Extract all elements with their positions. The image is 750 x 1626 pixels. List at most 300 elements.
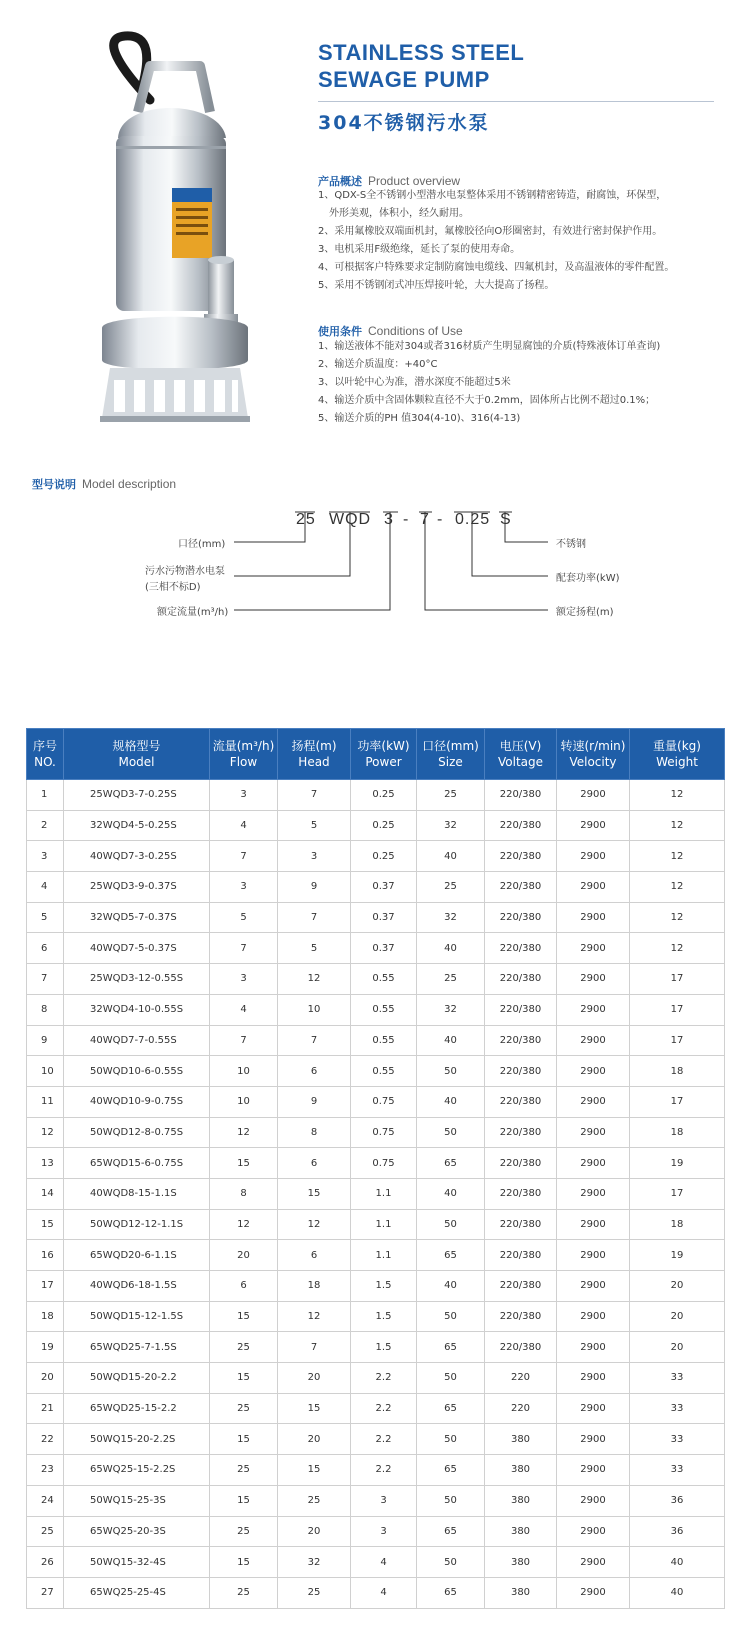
title-chinese: 304不锈钢污水泵	[318, 112, 490, 134]
col-no-cell: 23	[27, 1455, 64, 1486]
col-voltage-cell: 220/380	[485, 1332, 557, 1363]
col-flow-cell: 12	[210, 1117, 278, 1148]
col-velocity-cell: 2900	[557, 810, 630, 841]
col-size-cell: 32	[417, 994, 485, 1025]
col-flow-cell: 15	[210, 1485, 278, 1516]
col-head-cell: 20	[278, 1516, 351, 1547]
list-item: 4、输送介质中含固体颗粒直径不大于0.2mm，固体所占比例不超过0.1%；	[318, 395, 656, 406]
col-voltage-cell: 220/380	[485, 933, 557, 964]
col-velocity-cell: 2900	[557, 1393, 630, 1424]
col-model-cell: 40WQD7-5-0.37S	[64, 933, 210, 964]
col-voltage-cell: 220/380	[485, 1117, 557, 1148]
header-label-zh: 规格型号	[112, 739, 161, 753]
col-weight-cell: 36	[630, 1485, 725, 1516]
col-head-cell: 8	[278, 1117, 351, 1148]
header-label-zh: 序号	[32, 739, 57, 753]
col-power-cell: 1.1	[351, 1240, 417, 1271]
col-model-cell: 40WQD7-7-0.55S	[64, 1025, 210, 1056]
col-flow-cell: 10	[210, 1086, 278, 1117]
col-weight-cell: 19	[630, 1240, 725, 1271]
col-no-header	[27, 729, 64, 780]
col-no-cell: 17	[27, 1271, 64, 1302]
table-row	[27, 902, 725, 933]
label-stainless: 不锈钢	[556, 539, 586, 550]
col-weight-cell: 20	[630, 1301, 725, 1332]
table-row	[27, 1209, 725, 1240]
col-voltage-cell: 220/380	[485, 994, 557, 1025]
col-size-cell: 32	[417, 902, 485, 933]
col-no-cell: 11	[27, 1086, 64, 1117]
label-power: 配套功率(kW)	[556, 573, 620, 584]
col-power-cell: 0.55	[351, 1025, 417, 1056]
col-voltage-cell: 220/380	[485, 902, 557, 933]
col-flow-cell: 6	[210, 1271, 278, 1302]
table-row	[27, 1240, 725, 1271]
col-flow-cell: 20	[210, 1240, 278, 1271]
col-flow-cell: 3	[210, 780, 278, 811]
col-size-cell: 40	[417, 1025, 485, 1056]
col-weight-cell: 18	[630, 1056, 725, 1087]
label-pump-type-note: (三相不标D)	[145, 582, 201, 593]
col-no-cell: 7	[27, 964, 64, 995]
col-head-cell: 12	[278, 1209, 351, 1240]
col-size-cell: 50	[417, 1363, 485, 1394]
table-row	[27, 1117, 725, 1148]
list-item: 4、可根据客户特殊要求定制防腐蚀电缆线、四氟机封，及高温液体的零件配置。	[318, 262, 675, 273]
col-no-cell: 12	[27, 1117, 64, 1148]
col-no-cell: 2	[27, 810, 64, 841]
table-row	[27, 1516, 725, 1547]
col-model-cell: 40WQD6-18-1.5S	[64, 1271, 210, 1302]
col-weight-cell: 40	[630, 1577, 725, 1608]
list-item: 1、QDX-S全不锈钢小型潜水电泵整体采用不锈钢精密铸造，耐腐蚀，环保型，	[318, 190, 667, 201]
col-velocity-cell: 2900	[557, 1240, 630, 1271]
col-no-cell: 14	[27, 1178, 64, 1209]
list-item: 5、输送介质的PH 值304(4-10)、316(4-13)	[318, 413, 521, 424]
col-flow-cell: 15	[210, 1547, 278, 1578]
col-head-cell: 20	[278, 1424, 351, 1455]
col-size-cell: 25	[417, 872, 485, 903]
col-velocity-cell: 2900	[557, 1301, 630, 1332]
model-description-heading-zh: 型号说明	[32, 478, 76, 491]
table-row	[27, 1178, 725, 1209]
col-size-cell: 65	[417, 1455, 485, 1486]
table-row	[27, 810, 725, 841]
col-velocity-cell: 2900	[557, 994, 630, 1025]
col-size-cell: 25	[417, 780, 485, 811]
col-power-cell: 0.55	[351, 994, 417, 1025]
col-size-cell: 50	[417, 1209, 485, 1240]
col-no-cell: 15	[27, 1209, 64, 1240]
col-flow-cell: 10	[210, 1056, 278, 1087]
col-voltage-cell: 220/380	[485, 964, 557, 995]
col-weight-cell: 17	[630, 964, 725, 995]
col-power-cell: 2.2	[351, 1455, 417, 1486]
header-label-zh: 电压(V)	[499, 739, 542, 753]
col-weight-cell: 17	[630, 1086, 725, 1117]
col-size-cell: 65	[417, 1240, 485, 1271]
header-label-zh: 重量(kg)	[653, 739, 701, 753]
col-no-cell: 3	[27, 841, 64, 872]
code-part-head: 7	[420, 511, 430, 528]
col-voltage-cell: 220	[485, 1393, 557, 1424]
table-row	[27, 1086, 725, 1117]
col-voltage-cell: 380	[485, 1455, 557, 1486]
label-rated-head: 额定扬程(m)	[556, 607, 614, 618]
col-head-cell: 6	[278, 1148, 351, 1179]
table-row	[27, 1271, 725, 1302]
col-size-header	[417, 729, 485, 780]
col-head-cell: 5	[278, 933, 351, 964]
col-power-cell: 0.75	[351, 1117, 417, 1148]
col-model-cell: 25WQD3-7-0.25S	[64, 780, 210, 811]
col-velocity-cell: 2900	[557, 872, 630, 903]
col-size-cell: 40	[417, 1178, 485, 1209]
col-voltage-cell: 220/380	[485, 810, 557, 841]
table-row	[27, 872, 725, 903]
col-voltage-cell: 220/380	[485, 872, 557, 903]
col-flow-cell: 8	[210, 1178, 278, 1209]
col-voltage-cell: 220/380	[485, 1056, 557, 1087]
col-head-cell: 9	[278, 1086, 351, 1117]
col-no-cell: 6	[27, 933, 64, 964]
list-item: 1、输送液体不能对304或者316材质产生明显腐蚀的介质(特殊液体订单查询)	[318, 341, 661, 352]
col-power-cell: 0.55	[351, 964, 417, 995]
col-head-cell: 25	[278, 1577, 351, 1608]
col-weight-cell: 12	[630, 810, 725, 841]
col-no-cell: 8	[27, 994, 64, 1025]
code-separator: -	[403, 511, 410, 528]
col-voltage-cell: 380	[485, 1485, 557, 1516]
table-row	[27, 841, 725, 872]
col-flow-cell: 3	[210, 872, 278, 903]
col-power-cell: 2.2	[351, 1393, 417, 1424]
table-row	[27, 1485, 725, 1516]
col-power-cell: 1.1	[351, 1209, 417, 1240]
col-weight-cell: 17	[630, 1178, 725, 1209]
col-head-cell: 7	[278, 780, 351, 811]
col-model-cell: 50WQ15-20-2.2S	[64, 1424, 210, 1455]
table-row	[27, 780, 725, 811]
col-model-cell: 50WQD10-6-0.55S	[64, 1056, 210, 1087]
col-flow-cell: 15	[210, 1301, 278, 1332]
col-model-cell: 50WQD12-12-1.1S	[64, 1209, 210, 1240]
col-flow-cell: 4	[210, 994, 278, 1025]
table-body	[27, 780, 725, 1609]
col-weight-cell: 12	[630, 933, 725, 964]
code-part-type: WQD	[329, 511, 372, 528]
col-weight-cell: 20	[630, 1271, 725, 1302]
col-head-cell: 7	[278, 902, 351, 933]
col-size-cell: 40	[417, 933, 485, 964]
code-part-material: S	[500, 511, 512, 528]
col-no-cell: 18	[27, 1301, 64, 1332]
header-label-en: Power	[365, 755, 402, 769]
col-velocity-cell: 2900	[557, 1547, 630, 1578]
col-voltage-cell: 380	[485, 1516, 557, 1547]
col-no-cell: 10	[27, 1056, 64, 1087]
col-no-cell: 13	[27, 1148, 64, 1179]
col-head-cell: 10	[278, 994, 351, 1025]
header-label-en: Voltage	[497, 755, 543, 769]
col-voltage-cell: 220/380	[485, 1148, 557, 1179]
col-no-cell: 21	[27, 1393, 64, 1424]
col-model-cell: 65WQ25-25-4S	[64, 1577, 210, 1608]
header-label-en: Size	[438, 755, 463, 769]
col-voltage-cell: 220/380	[485, 1025, 557, 1056]
col-velocity-cell: 2900	[557, 1025, 630, 1056]
header-label-en: Weight	[656, 755, 698, 769]
col-power-cell: 0.37	[351, 872, 417, 903]
col-power-cell: 0.37	[351, 902, 417, 933]
col-velocity-cell: 2900	[557, 1485, 630, 1516]
col-power-cell: 1.5	[351, 1301, 417, 1332]
header-label-zh: 口径(mm)	[422, 739, 479, 753]
col-model-cell: 50WQD12-8-0.75S	[64, 1117, 210, 1148]
col-flow-cell: 15	[210, 1148, 278, 1179]
col-model-cell: 65WQD25-7-1.5S	[64, 1332, 210, 1363]
col-power-cell: 3	[351, 1516, 417, 1547]
col-model-cell: 50WQ15-32-4S	[64, 1547, 210, 1578]
col-size-cell: 50	[417, 1056, 485, 1087]
col-head-cell: 25	[278, 1485, 351, 1516]
col-weight-cell: 18	[630, 1117, 725, 1148]
col-model-cell: 32WQD5-7-0.37S	[64, 902, 210, 933]
col-weight-cell: 20	[630, 1332, 725, 1363]
col-no-cell: 9	[27, 1025, 64, 1056]
col-head-cell: 6	[278, 1056, 351, 1087]
col-velocity-cell: 2900	[557, 1117, 630, 1148]
col-model-cell: 65WQ25-20-3S	[64, 1516, 210, 1547]
table-row	[27, 1301, 725, 1332]
col-voltage-cell: 220/380	[485, 841, 557, 872]
col-power-cell: 4	[351, 1577, 417, 1608]
col-voltage-cell: 220/380	[485, 1086, 557, 1117]
col-flow-cell: 25	[210, 1393, 278, 1424]
table-row	[27, 1025, 725, 1056]
col-power-header	[351, 729, 417, 780]
table-row	[27, 964, 725, 995]
spec-table	[26, 728, 725, 1609]
table-row	[27, 1393, 725, 1424]
col-weight-cell: 12	[630, 841, 725, 872]
col-flow-cell: 15	[210, 1424, 278, 1455]
col-model-cell: 40WQD8-15-1.1S	[64, 1178, 210, 1209]
header-label-zh: 流量(m³/h)	[212, 739, 275, 753]
col-voltage-cell: 220/380	[485, 1271, 557, 1302]
col-power-cell: 2.2	[351, 1363, 417, 1394]
table-row	[27, 1363, 725, 1394]
col-velocity-header	[557, 729, 630, 780]
col-no-cell: 4	[27, 872, 64, 903]
col-no-cell: 20	[27, 1363, 64, 1394]
header-label-zh: 转速(r/min)	[560, 739, 626, 753]
table-header-row	[27, 729, 725, 780]
col-head-cell: 12	[278, 1301, 351, 1332]
col-voltage-cell: 380	[485, 1577, 557, 1608]
col-model-cell: 65WQ25-15-2.2S	[64, 1455, 210, 1486]
col-weight-cell: 33	[630, 1363, 725, 1394]
col-power-cell: 3	[351, 1485, 417, 1516]
col-weight-cell: 40	[630, 1547, 725, 1578]
col-head-cell: 12	[278, 964, 351, 995]
col-velocity-cell: 2900	[557, 933, 630, 964]
col-flow-cell: 5	[210, 902, 278, 933]
col-model-cell: 50WQD15-12-1.5S	[64, 1301, 210, 1332]
header-label-en: Head	[298, 755, 330, 769]
col-velocity-cell: 2900	[557, 1209, 630, 1240]
col-weight-cell: 12	[630, 902, 725, 933]
col-head-cell: 9	[278, 872, 351, 903]
col-velocity-cell: 2900	[557, 1332, 630, 1363]
label-diameter: 口径(mm)	[178, 539, 226, 550]
col-head-cell: 5	[278, 810, 351, 841]
col-size-cell: 65	[417, 1577, 485, 1608]
col-weight-cell: 19	[630, 1148, 725, 1179]
col-no-cell: 19	[27, 1332, 64, 1363]
col-flow-cell: 3	[210, 964, 278, 995]
col-velocity-cell: 2900	[557, 902, 630, 933]
col-head-header	[278, 729, 351, 780]
col-flow-cell: 25	[210, 1516, 278, 1547]
col-weight-cell: 12	[630, 780, 725, 811]
col-size-cell: 40	[417, 1271, 485, 1302]
col-weight-cell: 18	[630, 1209, 725, 1240]
col-velocity-cell: 2900	[557, 1056, 630, 1087]
list-item: 外形美观，体积小，经久耐用。	[329, 208, 469, 219]
col-weight-header	[630, 729, 725, 780]
table-row	[27, 994, 725, 1025]
code-part-flow: 3	[384, 511, 394, 528]
col-velocity-cell: 2900	[557, 1271, 630, 1302]
col-size-cell: 40	[417, 841, 485, 872]
table-row	[27, 933, 725, 964]
col-voltage-cell: 220/380	[485, 780, 557, 811]
table-row	[27, 1332, 725, 1363]
col-size-cell: 50	[417, 1424, 485, 1455]
col-size-cell: 65	[417, 1393, 485, 1424]
col-model-cell: 40WQD7-3-0.25S	[64, 841, 210, 872]
col-size-cell: 65	[417, 1332, 485, 1363]
col-head-cell: 20	[278, 1363, 351, 1394]
col-no-cell: 25	[27, 1516, 64, 1547]
product-overview-heading-zh: 产品概述	[318, 175, 362, 188]
col-velocity-cell: 2900	[557, 1178, 630, 1209]
col-flow-cell: 25	[210, 1455, 278, 1486]
col-voltage-cell: 380	[485, 1424, 557, 1455]
col-no-cell: 1	[27, 780, 64, 811]
conditions-heading-zh: 使用条件	[318, 325, 362, 338]
table-row	[27, 1148, 725, 1179]
code-part-size: 25	[296, 511, 316, 528]
col-weight-cell: 12	[630, 872, 725, 903]
col-head-cell: 3	[278, 841, 351, 872]
col-voltage-cell: 220	[485, 1363, 557, 1394]
col-voltage-cell: 380	[485, 1547, 557, 1578]
col-velocity-cell: 2900	[557, 1424, 630, 1455]
conditions-heading-en: Conditions of Use	[368, 324, 463, 338]
col-voltage-header	[485, 729, 557, 780]
col-model-cell: 65WQD20-6-1.1S	[64, 1240, 210, 1271]
col-head-cell: 6	[278, 1240, 351, 1271]
col-model-cell: 32WQD4-5-0.25S	[64, 810, 210, 841]
list-item: 3、以叶轮中心为准，潜水深度不能超过5米	[318, 377, 511, 388]
header-label-en: NO.	[34, 755, 56, 769]
table-row	[27, 1577, 725, 1608]
col-no-cell: 22	[27, 1424, 64, 1455]
col-size-cell: 50	[417, 1547, 485, 1578]
header-label-zh: 功率(kW)	[357, 739, 410, 753]
col-model-cell: 65WQD25-15-2.2	[64, 1393, 210, 1424]
col-velocity-cell: 2900	[557, 780, 630, 811]
header-label-en: Flow	[229, 755, 258, 769]
list-item: 2、输送介质温度：+40°C	[318, 359, 438, 370]
label-rated-flow: 额定流量(m³/h)	[157, 607, 229, 618]
title-line-1: STAINLESS STEEL	[318, 40, 525, 65]
col-head-cell: 15	[278, 1455, 351, 1486]
col-no-cell: 24	[27, 1485, 64, 1516]
product-overview-heading-en: Product overview	[368, 174, 461, 188]
col-size-cell: 25	[417, 964, 485, 995]
model-description-heading-en: Model description	[82, 477, 177, 491]
col-power-cell: 0.37	[351, 933, 417, 964]
col-model-cell: 40WQD10-9-0.75S	[64, 1086, 210, 1117]
col-head-cell: 15	[278, 1393, 351, 1424]
col-weight-cell: 17	[630, 994, 725, 1025]
col-model-cell: 50WQ15-25-3S	[64, 1485, 210, 1516]
col-weight-cell: 36	[630, 1516, 725, 1547]
col-weight-cell: 33	[630, 1393, 725, 1424]
title-line-2: SEWAGE PUMP	[318, 67, 490, 92]
col-velocity-cell: 2900	[557, 964, 630, 995]
col-model-cell: 25WQD3-9-0.37S	[64, 872, 210, 903]
col-voltage-cell: 220/380	[485, 1301, 557, 1332]
col-model-header	[64, 729, 210, 780]
col-size-cell: 32	[417, 810, 485, 841]
col-voltage-cell: 220/380	[485, 1178, 557, 1209]
model-description-connector-lines	[0, 0, 750, 640]
col-power-cell: 0.75	[351, 1086, 417, 1117]
col-velocity-cell: 2900	[557, 1455, 630, 1486]
col-velocity-cell: 2900	[557, 1577, 630, 1608]
header-label-zh: 扬程(m)	[291, 739, 337, 753]
col-flow-cell: 15	[210, 1363, 278, 1394]
header-label-en: Model	[118, 755, 155, 769]
col-power-cell: 4	[351, 1547, 417, 1578]
col-size-cell: 65	[417, 1148, 485, 1179]
col-flow-cell: 4	[210, 810, 278, 841]
col-power-cell: 0.25	[351, 810, 417, 841]
col-model-cell: 25WQD3-12-0.55S	[64, 964, 210, 995]
col-no-cell: 16	[27, 1240, 64, 1271]
header-label-en: Velocity	[569, 755, 617, 769]
col-size-cell: 65	[417, 1516, 485, 1547]
col-flow-cell: 25	[210, 1332, 278, 1363]
col-head-cell: 7	[278, 1332, 351, 1363]
col-power-cell: 1.1	[351, 1178, 417, 1209]
col-velocity-cell: 2900	[557, 1148, 630, 1179]
col-size-cell: 50	[417, 1117, 485, 1148]
col-velocity-cell: 2900	[557, 1516, 630, 1547]
col-model-cell: 50WQD15-20-2.2	[64, 1363, 210, 1394]
col-voltage-cell: 220/380	[485, 1240, 557, 1271]
col-head-cell: 7	[278, 1025, 351, 1056]
col-model-cell: 65WQD15-6-0.75S	[64, 1148, 210, 1179]
col-power-cell: 1.5	[351, 1271, 417, 1302]
col-no-cell: 27	[27, 1577, 64, 1608]
col-no-cell: 5	[27, 902, 64, 933]
col-flow-cell: 7	[210, 1025, 278, 1056]
